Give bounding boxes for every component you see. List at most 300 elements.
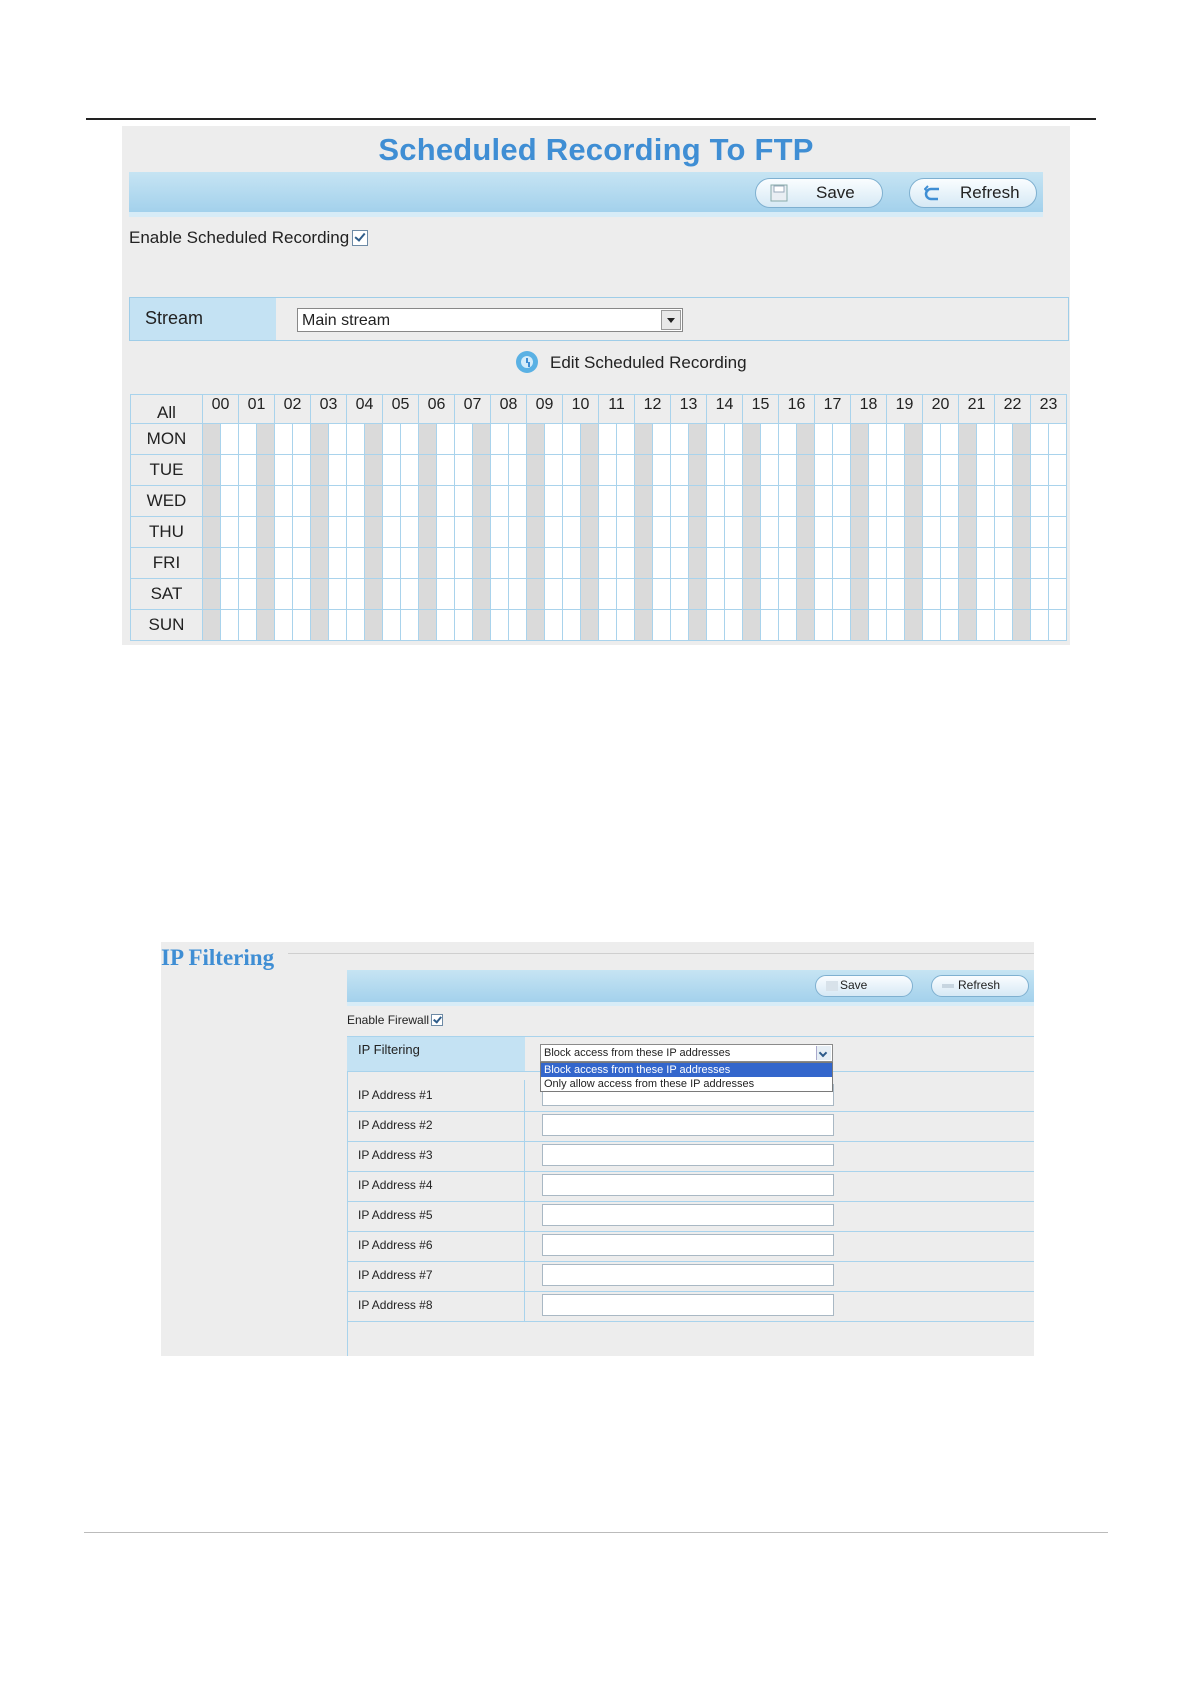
schedule-cell[interactable] bbox=[959, 610, 977, 641]
schedule-cell[interactable] bbox=[581, 579, 599, 610]
schedule-cell[interactable] bbox=[401, 548, 419, 579]
schedule-cell[interactable] bbox=[743, 424, 761, 455]
schedule-cell[interactable] bbox=[617, 455, 635, 486]
schedule-cell[interactable] bbox=[869, 424, 887, 455]
schedule-cell[interactable] bbox=[401, 455, 419, 486]
schedule-cell[interactable] bbox=[1013, 424, 1031, 455]
schedule-cell[interactable] bbox=[1013, 486, 1031, 517]
chevron-down-icon[interactable] bbox=[816, 1046, 831, 1060]
schedule-cell[interactable] bbox=[491, 579, 509, 610]
schedule-cell[interactable] bbox=[473, 548, 491, 579]
schedule-cell[interactable] bbox=[1013, 610, 1031, 641]
schedule-cell[interactable] bbox=[347, 579, 365, 610]
schedule-cell[interactable] bbox=[563, 517, 581, 548]
schedule-cell[interactable] bbox=[203, 486, 221, 517]
schedule-cell[interactable] bbox=[797, 517, 815, 548]
schedule-cell[interactable] bbox=[923, 579, 941, 610]
schedule-cell[interactable] bbox=[1013, 548, 1031, 579]
hour-header[interactable]: 22 bbox=[995, 395, 1031, 424]
schedule-cell[interactable] bbox=[707, 548, 725, 579]
edit-schedule-link[interactable] bbox=[516, 351, 747, 373]
schedule-cell[interactable] bbox=[959, 486, 977, 517]
schedule-cell[interactable] bbox=[959, 517, 977, 548]
schedule-cell[interactable] bbox=[347, 486, 365, 517]
schedule-cell[interactable] bbox=[851, 610, 869, 641]
schedule-cell[interactable] bbox=[671, 486, 689, 517]
schedule-cell[interactable] bbox=[455, 455, 473, 486]
schedule-cell[interactable] bbox=[491, 424, 509, 455]
schedule-cell[interactable] bbox=[1031, 579, 1049, 610]
schedule-cell[interactable] bbox=[887, 579, 905, 610]
schedule-cell[interactable] bbox=[887, 517, 905, 548]
schedule-cell[interactable] bbox=[473, 517, 491, 548]
schedule-cell[interactable] bbox=[779, 486, 797, 517]
schedule-cell[interactable] bbox=[509, 424, 527, 455]
schedule-cell[interactable] bbox=[419, 455, 437, 486]
schedule-cell[interactable] bbox=[383, 579, 401, 610]
enable-recording-checkbox[interactable] bbox=[352, 230, 368, 246]
schedule-cell[interactable] bbox=[923, 486, 941, 517]
schedule-cell[interactable] bbox=[797, 486, 815, 517]
schedule-cell[interactable] bbox=[275, 455, 293, 486]
schedule-cell[interactable] bbox=[563, 455, 581, 486]
schedule-cell[interactable] bbox=[941, 517, 959, 548]
schedule-cell[interactable] bbox=[545, 517, 563, 548]
schedule-cell[interactable] bbox=[725, 579, 743, 610]
schedule-cell[interactable] bbox=[941, 455, 959, 486]
hour-header[interactable]: 19 bbox=[887, 395, 923, 424]
schedule-cell[interactable] bbox=[851, 517, 869, 548]
schedule-cell[interactable] bbox=[329, 548, 347, 579]
schedule-cell[interactable] bbox=[761, 610, 779, 641]
hour-header[interactable]: 15 bbox=[743, 395, 779, 424]
schedule-cell[interactable] bbox=[1049, 486, 1067, 517]
schedule-cell[interactable] bbox=[563, 610, 581, 641]
schedule-cell[interactable] bbox=[869, 548, 887, 579]
schedule-cell[interactable] bbox=[365, 548, 383, 579]
schedule-cell[interactable] bbox=[509, 486, 527, 517]
ip-filtering-select-current[interactable] bbox=[540, 1044, 833, 1062]
day-label[interactable]: THU bbox=[131, 517, 203, 548]
schedule-cell[interactable] bbox=[941, 579, 959, 610]
schedule-cell[interactable] bbox=[527, 610, 545, 641]
schedule-cell[interactable] bbox=[293, 424, 311, 455]
schedule-cell[interactable] bbox=[671, 455, 689, 486]
schedule-cell[interactable] bbox=[221, 486, 239, 517]
schedule-cell[interactable] bbox=[941, 424, 959, 455]
schedule-cell[interactable] bbox=[995, 610, 1013, 641]
schedule-cell[interactable] bbox=[833, 579, 851, 610]
schedule-cell[interactable] bbox=[851, 424, 869, 455]
schedule-cell[interactable] bbox=[617, 517, 635, 548]
schedule-cell[interactable] bbox=[419, 424, 437, 455]
hour-header[interactable]: 20 bbox=[923, 395, 959, 424]
schedule-cell[interactable] bbox=[977, 517, 995, 548]
schedule-cell[interactable] bbox=[1031, 548, 1049, 579]
schedule-cell[interactable] bbox=[689, 486, 707, 517]
schedule-cell[interactable] bbox=[635, 424, 653, 455]
schedule-cell[interactable] bbox=[815, 424, 833, 455]
schedule-cell[interactable] bbox=[707, 486, 725, 517]
schedule-cell[interactable] bbox=[671, 579, 689, 610]
schedule-cell[interactable] bbox=[221, 548, 239, 579]
schedule-cell[interactable] bbox=[1049, 548, 1067, 579]
ip-filtering-select[interactable] bbox=[540, 1044, 833, 1092]
schedule-cell[interactable] bbox=[419, 610, 437, 641]
schedule-cell[interactable] bbox=[887, 610, 905, 641]
schedule-cell[interactable] bbox=[365, 610, 383, 641]
schedule-cell[interactable] bbox=[797, 579, 815, 610]
schedule-cell[interactable] bbox=[599, 579, 617, 610]
hour-header[interactable]: 23 bbox=[1031, 395, 1067, 424]
hour-header[interactable]: 03 bbox=[311, 395, 347, 424]
schedule-cell[interactable] bbox=[959, 548, 977, 579]
schedule-cell[interactable] bbox=[365, 579, 383, 610]
chevron-down-icon[interactable] bbox=[661, 310, 681, 330]
schedule-cell[interactable] bbox=[797, 455, 815, 486]
schedule-cell[interactable] bbox=[329, 455, 347, 486]
schedule-cell[interactable] bbox=[275, 579, 293, 610]
schedule-cell[interactable] bbox=[257, 610, 275, 641]
schedule-cell[interactable] bbox=[779, 455, 797, 486]
schedule-cell[interactable] bbox=[869, 455, 887, 486]
schedule-cell[interactable] bbox=[689, 517, 707, 548]
schedule-cell[interactable] bbox=[671, 517, 689, 548]
schedule-cell[interactable] bbox=[725, 610, 743, 641]
schedule-cell[interactable] bbox=[761, 455, 779, 486]
schedule-cell[interactable] bbox=[761, 548, 779, 579]
schedule-cell[interactable] bbox=[509, 517, 527, 548]
schedule-cell[interactable] bbox=[239, 424, 257, 455]
schedule-cell[interactable] bbox=[725, 455, 743, 486]
schedule-cell[interactable] bbox=[707, 610, 725, 641]
schedule-cell[interactable] bbox=[905, 455, 923, 486]
hour-header[interactable]: 17 bbox=[815, 395, 851, 424]
schedule-cell[interactable] bbox=[599, 548, 617, 579]
schedule-cell[interactable] bbox=[1031, 455, 1049, 486]
schedule-cell[interactable] bbox=[545, 610, 563, 641]
schedule-cell[interactable] bbox=[455, 610, 473, 641]
save-button[interactable] bbox=[755, 178, 883, 208]
schedule-cell[interactable] bbox=[563, 548, 581, 579]
schedule-cell[interactable] bbox=[527, 424, 545, 455]
schedule-cell[interactable] bbox=[599, 517, 617, 548]
schedule-cell[interactable] bbox=[887, 455, 905, 486]
schedule-cell[interactable] bbox=[977, 424, 995, 455]
schedule-cell[interactable] bbox=[491, 548, 509, 579]
schedule-cell[interactable] bbox=[203, 548, 221, 579]
schedule-cell[interactable] bbox=[401, 486, 419, 517]
schedule-cell[interactable] bbox=[329, 486, 347, 517]
schedule-cell[interactable] bbox=[995, 548, 1013, 579]
schedule-cell[interactable] bbox=[581, 517, 599, 548]
schedule-cell[interactable] bbox=[977, 455, 995, 486]
schedule-cell[interactable] bbox=[869, 486, 887, 517]
hour-header[interactable]: 02 bbox=[275, 395, 311, 424]
day-label[interactable]: SAT bbox=[131, 579, 203, 610]
schedule-cell[interactable] bbox=[689, 548, 707, 579]
schedule-cell[interactable] bbox=[383, 486, 401, 517]
schedule-cell[interactable] bbox=[635, 610, 653, 641]
ip-address-input[interactable] bbox=[542, 1294, 834, 1316]
day-label[interactable]: WED bbox=[131, 486, 203, 517]
schedule-cell[interactable] bbox=[1013, 579, 1031, 610]
schedule-cell[interactable] bbox=[905, 486, 923, 517]
enable-firewall-checkbox[interactable] bbox=[431, 1014, 443, 1026]
schedule-cell[interactable] bbox=[419, 579, 437, 610]
schedule-cell[interactable] bbox=[311, 424, 329, 455]
schedule-cell[interactable] bbox=[365, 424, 383, 455]
schedule-cell[interactable] bbox=[257, 455, 275, 486]
schedule-cell[interactable] bbox=[311, 455, 329, 486]
schedule-cell[interactable] bbox=[545, 455, 563, 486]
schedule-cell[interactable] bbox=[995, 424, 1013, 455]
hour-header[interactable]: 18 bbox=[851, 395, 887, 424]
schedule-cell[interactable] bbox=[293, 579, 311, 610]
schedule-cell[interactable] bbox=[995, 455, 1013, 486]
schedule-cell[interactable] bbox=[599, 455, 617, 486]
schedule-cell[interactable] bbox=[311, 610, 329, 641]
schedule-cell[interactable] bbox=[275, 486, 293, 517]
schedule-cell[interactable] bbox=[815, 455, 833, 486]
schedule-cell[interactable] bbox=[941, 610, 959, 641]
day-label[interactable]: SUN bbox=[131, 610, 203, 641]
schedule-cell[interactable] bbox=[239, 548, 257, 579]
schedule-cell[interactable] bbox=[455, 548, 473, 579]
schedule-cell[interactable] bbox=[671, 548, 689, 579]
schedule-cell[interactable] bbox=[905, 579, 923, 610]
schedule-cell[interactable] bbox=[437, 424, 455, 455]
schedule-cell[interactable] bbox=[527, 579, 545, 610]
schedule-cell[interactable] bbox=[833, 424, 851, 455]
hour-header[interactable]: 04 bbox=[347, 395, 383, 424]
stream-select[interactable] bbox=[297, 308, 683, 332]
schedule-cell[interactable] bbox=[617, 548, 635, 579]
schedule-cell[interactable] bbox=[419, 486, 437, 517]
schedule-cell[interactable] bbox=[401, 424, 419, 455]
schedule-cell[interactable] bbox=[689, 610, 707, 641]
schedule-cell[interactable] bbox=[851, 486, 869, 517]
schedule-cell[interactable] bbox=[1031, 486, 1049, 517]
schedule-cell[interactable] bbox=[815, 579, 833, 610]
schedule-cell[interactable] bbox=[833, 455, 851, 486]
schedule-cell[interactable] bbox=[329, 517, 347, 548]
schedule-cell[interactable] bbox=[671, 424, 689, 455]
ip-address-input[interactable] bbox=[542, 1174, 834, 1196]
schedule-cell[interactable] bbox=[329, 424, 347, 455]
schedule-cell[interactable] bbox=[995, 486, 1013, 517]
schedule-cell[interactable] bbox=[635, 517, 653, 548]
schedule-cell[interactable] bbox=[725, 424, 743, 455]
schedule-cell[interactable] bbox=[995, 579, 1013, 610]
hour-header[interactable]: 07 bbox=[455, 395, 491, 424]
all-label[interactable]: All bbox=[131, 395, 203, 424]
schedule-cell[interactable] bbox=[725, 517, 743, 548]
schedule-cell[interactable] bbox=[437, 486, 455, 517]
schedule-cell[interactable] bbox=[527, 517, 545, 548]
schedule-cell[interactable] bbox=[851, 455, 869, 486]
schedule-cell[interactable] bbox=[653, 424, 671, 455]
schedule-cell[interactable] bbox=[509, 455, 527, 486]
schedule-cell[interactable] bbox=[221, 424, 239, 455]
schedule-cell[interactable] bbox=[347, 455, 365, 486]
schedule-cell[interactable] bbox=[329, 610, 347, 641]
schedule-cell[interactable] bbox=[1013, 517, 1031, 548]
schedule-cell[interactable] bbox=[545, 548, 563, 579]
schedule-cell[interactable] bbox=[545, 486, 563, 517]
schedule-cell[interactable] bbox=[743, 486, 761, 517]
schedule-cell[interactable] bbox=[923, 455, 941, 486]
schedule-cell[interactable] bbox=[743, 455, 761, 486]
schedule-cell[interactable] bbox=[617, 486, 635, 517]
schedule-cell[interactable] bbox=[257, 424, 275, 455]
schedule-cell[interactable] bbox=[833, 548, 851, 579]
schedule-cell[interactable] bbox=[905, 517, 923, 548]
schedule-cell[interactable] bbox=[257, 548, 275, 579]
schedule-cell[interactable] bbox=[977, 579, 995, 610]
schedule-cell[interactable] bbox=[923, 548, 941, 579]
schedule-cell[interactable] bbox=[1049, 579, 1067, 610]
hour-header[interactable]: 16 bbox=[779, 395, 815, 424]
hour-header[interactable]: 10 bbox=[563, 395, 599, 424]
schedule-cell[interactable] bbox=[239, 517, 257, 548]
day-label[interactable]: FRI bbox=[131, 548, 203, 579]
schedule-cell[interactable] bbox=[599, 486, 617, 517]
schedule-cell[interactable] bbox=[383, 610, 401, 641]
schedule-cell[interactable] bbox=[797, 424, 815, 455]
schedule-cell[interactable] bbox=[239, 486, 257, 517]
hour-header[interactable]: 21 bbox=[959, 395, 995, 424]
schedule-cell[interactable] bbox=[221, 455, 239, 486]
schedule-cell[interactable] bbox=[563, 424, 581, 455]
schedule-cell[interactable] bbox=[491, 486, 509, 517]
dropdown-option[interactable]: Only allow access from these IP addresses bbox=[544, 1078, 755, 1090]
schedule-cell[interactable] bbox=[509, 579, 527, 610]
schedule-cell[interactable] bbox=[203, 579, 221, 610]
schedule-cell[interactable] bbox=[257, 486, 275, 517]
dropdown-option[interactable]: Block access from these IP addresses bbox=[541, 1063, 832, 1077]
schedule-cell[interactable] bbox=[635, 548, 653, 579]
schedule-cell[interactable] bbox=[437, 548, 455, 579]
schedule-cell[interactable] bbox=[527, 548, 545, 579]
schedule-cell[interactable] bbox=[725, 486, 743, 517]
schedule-cell[interactable] bbox=[671, 610, 689, 641]
schedule-cell[interactable] bbox=[653, 610, 671, 641]
schedule-cell[interactable] bbox=[887, 486, 905, 517]
schedule-cell[interactable] bbox=[1031, 517, 1049, 548]
schedule-cell[interactable] bbox=[203, 517, 221, 548]
schedule-cell[interactable] bbox=[239, 455, 257, 486]
schedule-cell[interactable] bbox=[419, 548, 437, 579]
schedule-cell[interactable] bbox=[797, 548, 815, 579]
schedule-cell[interactable] bbox=[275, 610, 293, 641]
schedule-cell[interactable] bbox=[203, 610, 221, 641]
schedule-cell[interactable] bbox=[563, 579, 581, 610]
schedule-cell[interactable] bbox=[275, 517, 293, 548]
schedule-cell[interactable] bbox=[383, 548, 401, 579]
schedule-cell[interactable] bbox=[455, 579, 473, 610]
schedule-cell[interactable] bbox=[563, 486, 581, 517]
hour-header[interactable]: 12 bbox=[635, 395, 671, 424]
schedule-cell[interactable] bbox=[347, 548, 365, 579]
ip-address-input[interactable] bbox=[542, 1264, 834, 1286]
schedule-cell[interactable] bbox=[1031, 424, 1049, 455]
schedule-cell[interactable] bbox=[635, 455, 653, 486]
hour-header[interactable]: 09 bbox=[527, 395, 563, 424]
schedule-cell[interactable] bbox=[635, 579, 653, 610]
schedule-cell[interactable] bbox=[761, 517, 779, 548]
schedule-cell[interactable] bbox=[293, 548, 311, 579]
ip-address-input[interactable] bbox=[542, 1114, 834, 1136]
schedule-cell[interactable] bbox=[347, 610, 365, 641]
schedule-cell[interactable] bbox=[401, 579, 419, 610]
schedule-cell[interactable] bbox=[905, 548, 923, 579]
schedule-cell[interactable] bbox=[617, 424, 635, 455]
schedule-cell[interactable] bbox=[815, 517, 833, 548]
schedule-cell[interactable] bbox=[221, 579, 239, 610]
schedule-cell[interactable] bbox=[293, 455, 311, 486]
schedule-cell[interactable] bbox=[923, 424, 941, 455]
schedule-cell[interactable] bbox=[761, 486, 779, 517]
schedule-cell[interactable] bbox=[473, 579, 491, 610]
schedule-cell[interactable] bbox=[437, 610, 455, 641]
schedule-cell[interactable] bbox=[959, 579, 977, 610]
schedule-cell[interactable] bbox=[707, 455, 725, 486]
hour-header[interactable]: 01 bbox=[239, 395, 275, 424]
schedule-cell[interactable] bbox=[905, 610, 923, 641]
schedule-cell[interactable] bbox=[869, 517, 887, 548]
schedule-cell[interactable] bbox=[833, 517, 851, 548]
schedule-cell[interactable] bbox=[473, 424, 491, 455]
hour-header[interactable]: 00 bbox=[203, 395, 239, 424]
schedule-cell[interactable] bbox=[779, 517, 797, 548]
schedule-cell[interactable] bbox=[257, 517, 275, 548]
schedule-cell[interactable] bbox=[329, 579, 347, 610]
schedule-cell[interactable] bbox=[617, 579, 635, 610]
schedule-cell[interactable] bbox=[581, 548, 599, 579]
schedule-cell[interactable] bbox=[761, 424, 779, 455]
schedule-cell[interactable] bbox=[995, 517, 1013, 548]
schedule-cell[interactable] bbox=[437, 455, 455, 486]
schedule-cell[interactable] bbox=[347, 517, 365, 548]
schedule-cell[interactable] bbox=[419, 517, 437, 548]
hour-header[interactable]: 14 bbox=[707, 395, 743, 424]
schedule-cell[interactable] bbox=[887, 548, 905, 579]
hour-header[interactable]: 05 bbox=[383, 395, 419, 424]
schedule-cell[interactable] bbox=[689, 424, 707, 455]
schedule-cell[interactable] bbox=[545, 579, 563, 610]
schedule-cell[interactable] bbox=[815, 486, 833, 517]
hour-header[interactable]: 08 bbox=[491, 395, 527, 424]
schedule-cell[interactable] bbox=[779, 610, 797, 641]
schedule-cell[interactable] bbox=[455, 424, 473, 455]
schedule-cell[interactable] bbox=[851, 579, 869, 610]
schedule-cell[interactable] bbox=[743, 548, 761, 579]
schedule-cell[interactable] bbox=[1049, 424, 1067, 455]
schedule-cell[interactable] bbox=[383, 424, 401, 455]
schedule-cell[interactable] bbox=[1013, 455, 1031, 486]
schedule-cell[interactable] bbox=[203, 455, 221, 486]
schedule-cell[interactable] bbox=[383, 517, 401, 548]
schedule-cell[interactable] bbox=[1049, 517, 1067, 548]
schedule-cell[interactable] bbox=[977, 610, 995, 641]
schedule-cell[interactable] bbox=[527, 455, 545, 486]
schedule-cell[interactable] bbox=[1031, 610, 1049, 641]
schedule-cell[interactable] bbox=[581, 486, 599, 517]
schedule-cell[interactable] bbox=[887, 424, 905, 455]
schedule-cell[interactable] bbox=[473, 455, 491, 486]
schedule-cell[interactable] bbox=[689, 455, 707, 486]
